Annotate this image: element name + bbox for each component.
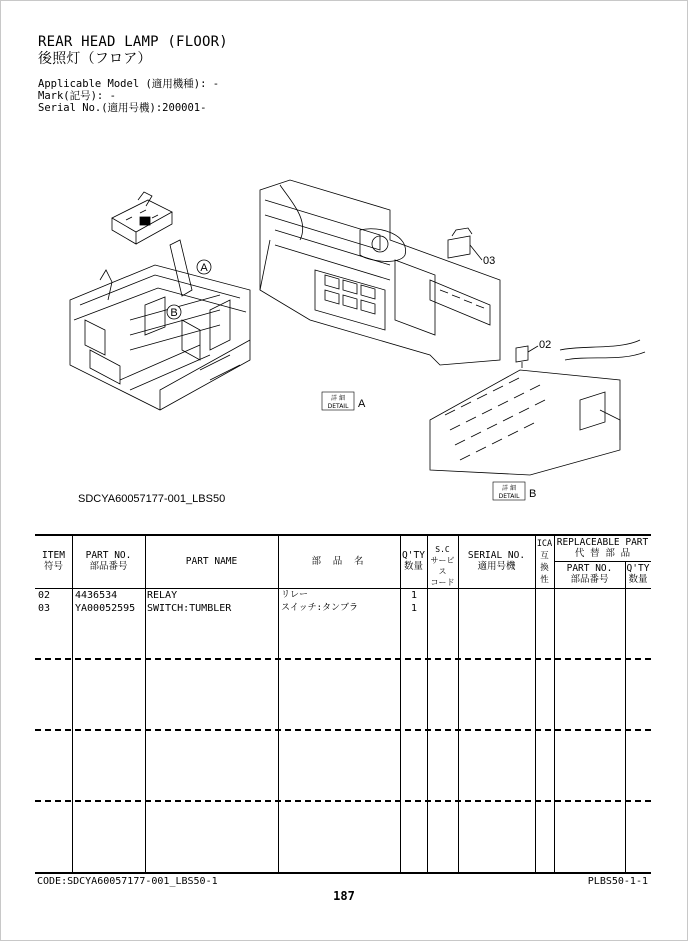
hdr-qty: Q'TY 数量 <box>402 550 425 572</box>
parts-diagram <box>60 170 660 510</box>
row-separator <box>35 729 651 731</box>
hdr-rep-qty: Q'TY 数量 <box>626 563 650 585</box>
row-separator <box>35 658 651 660</box>
hdr-service-code: S.C サービス コード <box>430 545 455 587</box>
mark: Mark(記号): - <box>38 90 116 102</box>
row-2-qty: 1 <box>411 603 418 614</box>
switch-tumbler-drawing <box>448 228 482 260</box>
row-1-qty: 1 <box>411 590 418 601</box>
item-03-label: 03 <box>483 255 496 267</box>
floor-assembly-drawing <box>70 240 250 410</box>
hdr-rep-part-no: PART NO. 部品番号 <box>566 563 613 585</box>
page-title: REAR HEAD LAMP (FLOOR) <box>38 34 228 50</box>
row-1-part-name-jp: リレー <box>281 590 309 600</box>
page-number: 187 <box>333 889 355 903</box>
row-separator <box>35 800 651 802</box>
hdr-serial-no: SERIAL NO. 適用号機 <box>467 550 526 572</box>
row-1-part-name: RELAY <box>147 590 178 601</box>
relay-box-detail-drawing <box>430 340 645 475</box>
footer-code: CODE:SDCYA60057177-001_LBS50-1 <box>37 876 218 887</box>
hdr-part-no: PART NO. 部品番号 <box>85 550 132 572</box>
row-2-part-name: SWITCH:TUMBLER <box>147 603 232 614</box>
row-2-part-no: YA00052595 <box>75 603 136 614</box>
row-1-item: 02 <box>38 590 51 601</box>
detail-b-tag-jp: 詳 細 <box>502 485 516 492</box>
hdr-part-name: PART NAME <box>185 556 238 567</box>
machine-orientation-icon <box>112 192 172 244</box>
row-1-part-no: 4436534 <box>75 590 118 601</box>
page-ref: PLBS50-1-1 <box>587 876 648 887</box>
serial-number: Serial No.(適用号機):200001- <box>38 102 207 114</box>
detail-a-tag-en: DETAIL <box>327 403 349 410</box>
hdr-replaceable-part: REPLACEABLE PART 代 替 部 品 <box>556 537 649 559</box>
callout-a-label: A <box>200 262 208 274</box>
detail-a-tag-jp: 詳 細 <box>331 395 345 402</box>
detail-b-letter: B <box>529 488 537 500</box>
callout-b-label: B <box>170 307 178 319</box>
page-title-jp: 後照灯（フロア） <box>38 51 152 67</box>
relay-drawing <box>516 346 538 368</box>
row-2-part-name-jp: スイッチ:タンブラ <box>281 603 359 613</box>
drawing-code: SDCYA60057177-001_LBS50 <box>78 493 226 505</box>
parts-table <box>35 534 651 874</box>
hdr-ica: ICA 互 換 性 <box>536 539 553 585</box>
detail-b-tag-en: DETAIL <box>498 493 520 500</box>
console-detail-drawing <box>260 180 500 365</box>
detail-a-letter: A <box>358 398 366 410</box>
hdr-item: ITEM 符号 <box>42 550 65 572</box>
hdr-part-name-jp: 部 品 名 <box>311 556 367 567</box>
applicable-model: Applicable Model (適用機種): - <box>38 78 220 90</box>
row-2-item: 03 <box>38 603 51 614</box>
item-02-label: 02 <box>539 339 552 351</box>
